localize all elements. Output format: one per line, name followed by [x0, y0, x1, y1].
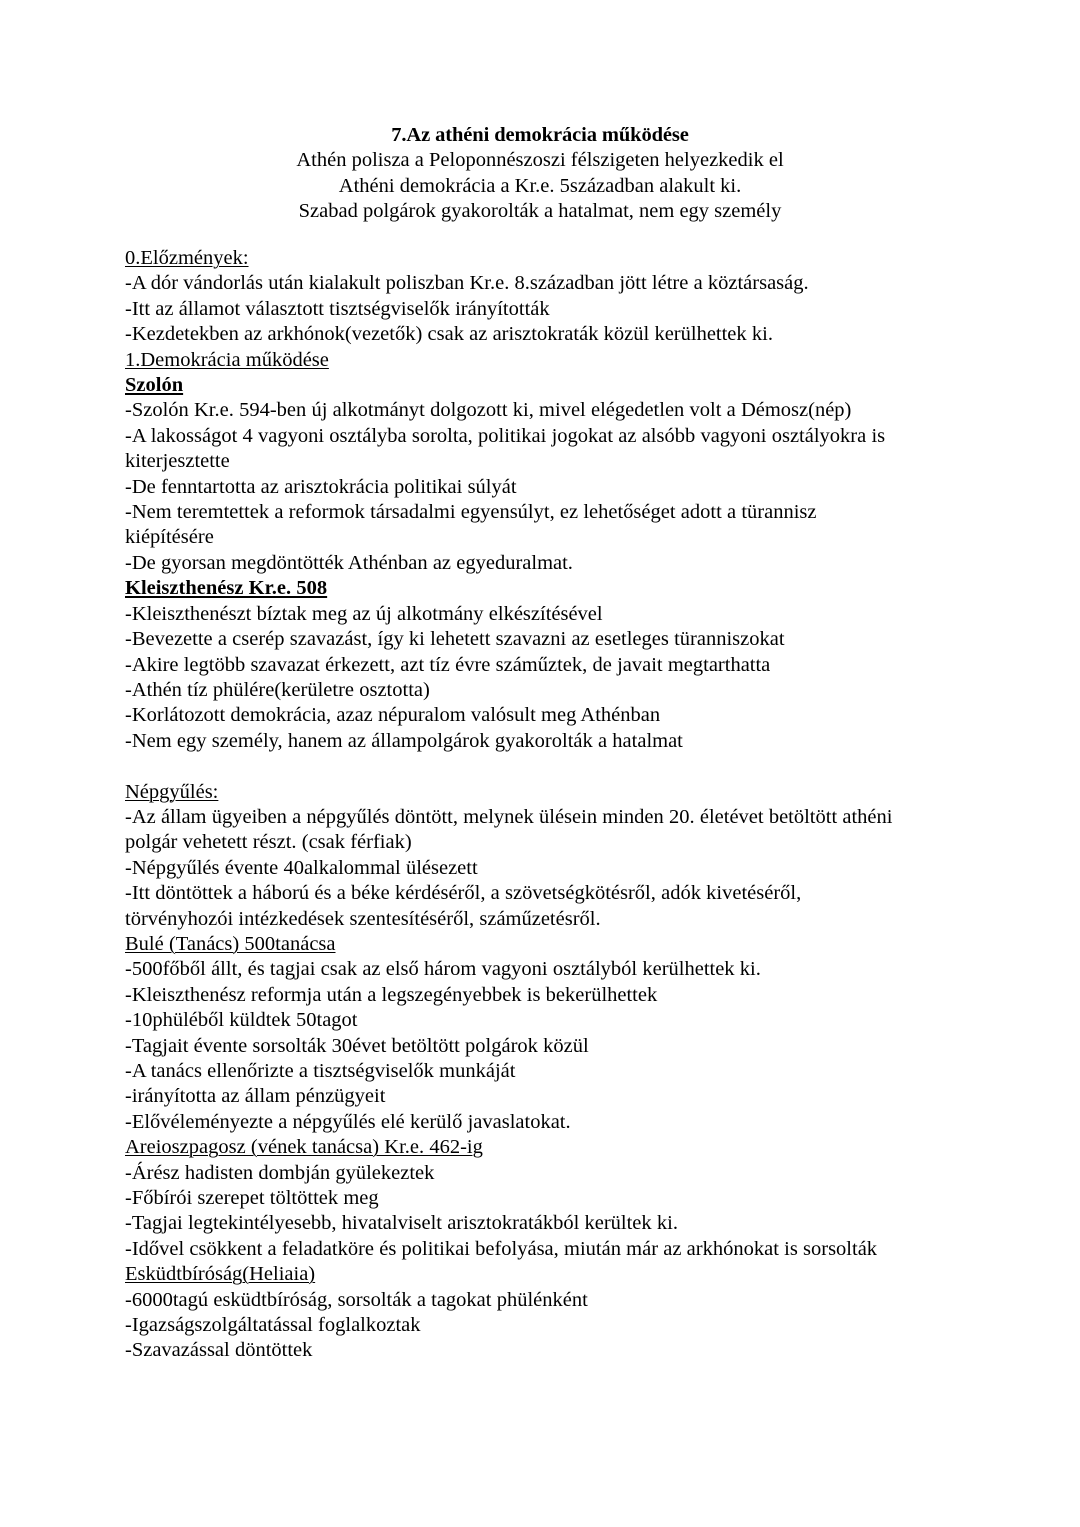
- body-line: -10phüléből küldtek 50tagot: [125, 1009, 358, 1032]
- text-row: [125, 449, 963, 474]
- body-line: -Korlátozott demokrácia, azaz népuralom valósult meg Athénban: [125, 704, 661, 727]
- body-line: -De gyorsan megdöntötték Athénban az egyeduralmat.: [125, 551, 573, 574]
- body-line: -500főből állt, és tagjai csak az első három vagyoni osztályból kerülhettek ki.: [125, 958, 761, 981]
- text-row: [125, 322, 963, 347]
- section-heading-bold: Szolón: [125, 374, 184, 397]
- text-row: [125, 932, 963, 957]
- document-header: [125, 123, 955, 225]
- body-line: polgár vehetett részt. (csak férfiak): [125, 831, 412, 854]
- body-line: -Kleiszthenész reformja után a legszegényebbek is bekerülhettek: [125, 983, 658, 1006]
- body-line: -Itt döntöttek a háború és a béke kérdéséről, a szövetségkötésről, adók kivetéséről,: [125, 882, 802, 905]
- body-line: kiterjesztette: [125, 450, 230, 473]
- text-row: [125, 424, 963, 449]
- text-row: [125, 475, 963, 500]
- body-line: -Árész hadisten dombján gyülekeztek: [125, 1161, 435, 1184]
- text-row: [125, 1135, 963, 1160]
- text-row: [125, 653, 963, 678]
- text-row: [125, 703, 963, 728]
- text-row: [125, 881, 963, 906]
- text-row: [125, 271, 963, 296]
- subtitle-line-3: Szabad polgárok gyakorolták a hatalmat, nem egy személy: [298, 200, 782, 222]
- body-line: -Nem teremtettek a reformok társadalmi egyensúlyt, ez lehetőséget adott a türannisz: [125, 501, 817, 524]
- body-line: -Az állam ügyeiben a népgyűlés döntött, melynek ülésein minden 20. életévet betöltött athéni: [125, 805, 893, 828]
- body-line: törvényhozói intézkedések szentesítéséről, száműzetésről.: [125, 907, 601, 930]
- text-row: [125, 1237, 963, 1262]
- text-row: [125, 1288, 963, 1313]
- text-row: [125, 576, 963, 601]
- subtitle-line-2: Athéni demokrácia a Kr.e. 5században alakult ki.: [338, 174, 742, 197]
- text-row: [125, 1059, 963, 1084]
- body-line: -Főbírói szerepet töltöttek meg: [125, 1187, 379, 1210]
- text-row: [125, 1186, 963, 1211]
- body-line: -A tanács ellenőrizte a tisztségviselők munkáját: [125, 1059, 516, 1082]
- body-line: -Igazságszolgáltatással foglalkoztak: [125, 1314, 421, 1337]
- section-heading: Areioszpagosz (vének tanácsa) Kr.e. 462-ig: [125, 1136, 483, 1159]
- text-row: [125, 1084, 963, 1109]
- text-row: [125, 678, 963, 703]
- body-line: -irányította az állam pénzügyeit: [125, 1085, 386, 1108]
- text-row: [125, 246, 963, 271]
- text-row: [125, 1338, 963, 1363]
- body-line: -Tagjait évente sorsolták 30évet betöltött polgárok közül: [125, 1034, 589, 1057]
- body-line: -Bevezette a cserép szavazást, így ki lehetett szavazni az esetleges türanniszokat: [125, 628, 785, 651]
- section-heading: Népgyűlés:: [125, 780, 219, 803]
- text-row: [125, 957, 963, 982]
- document-body: [125, 246, 963, 1364]
- text-row: [125, 907, 963, 932]
- subtitle-line-1: Athén polisza a Peloponnészoszi félszigeten helyezkedik el: [296, 149, 784, 171]
- text-row: [125, 525, 963, 550]
- body-line: -Elővéleményezte a népgyűlés elé kerülő javaslatokat.: [125, 1110, 571, 1133]
- text-row: [125, 627, 963, 652]
- text-row: [125, 398, 963, 423]
- text-row: [125, 805, 963, 830]
- text-row: [125, 856, 963, 881]
- text-row: [125, 1161, 963, 1186]
- body-line: -Akire legtöbb szavazat érkezett, azt tíz évre száműztek, de javait megtarthatta: [125, 653, 771, 676]
- page-title: 7.Az athéni demokrácia működése: [391, 124, 689, 146]
- body-line: -Szavazással döntöttek: [125, 1339, 313, 1362]
- body-line: -Népgyűlés évente 40alkalommal ülésezett: [125, 856, 478, 879]
- text-row: [125, 1313, 963, 1338]
- section-heading: 0.Előzmények:: [125, 247, 249, 269]
- text-row: [125, 602, 963, 627]
- body-line: -Athén tíz phülére(kerületre osztotta): [125, 678, 430, 701]
- body-line: -Itt az államot választott tisztségviselők irányították: [125, 297, 550, 320]
- body-line: -A dór vándorlás után kialakult poliszban Kr.e. 8.században jött létre a köztársaság.: [125, 272, 809, 295]
- text-row: [125, 500, 963, 525]
- section-heading: Bulé (Tanács) 500tanácsa: [125, 932, 336, 955]
- section-heading-bold: Kleiszthenész Kr.e. 508: [125, 577, 328, 600]
- text-row: [125, 1008, 963, 1033]
- text-row: [125, 1262, 963, 1287]
- body-line: -Tagjai legtekintélyesebb, hivatalviselt arisztokratákból kerültek ki.: [125, 1212, 678, 1235]
- body-line: -A lakosságot 4 vagyoni osztályba sorolta, politikai jogokat az alsóbb vagyoni osztályokra is: [125, 424, 886, 447]
- body-line: -Idővel csökkent a feladatköre és politikai befolyása, miután már az arkhónokat is sorsolták: [125, 1237, 878, 1260]
- text-row: [125, 373, 963, 398]
- body-line: -De fenntartotta az arisztokrácia politikai súlyát: [125, 475, 517, 498]
- text-row: [125, 780, 963, 805]
- text-row: [125, 297, 963, 322]
- text-row: [125, 983, 963, 1008]
- body-line: kiépítésére: [125, 526, 214, 549]
- text-row: [125, 1034, 963, 1059]
- text-row: [125, 830, 963, 855]
- section-heading: 1.Demokrácia működése: [125, 348, 329, 371]
- text-row: [125, 729, 963, 754]
- paragraph-spacer: [125, 754, 963, 779]
- body-line: -Szolón Kr.e. 594-ben új alkotmányt dolgozott ki, mivel elégedetlen volt a Démosz(nép): [125, 399, 852, 422]
- section-heading: Esküdtbíróság(Heliaia): [125, 1263, 316, 1286]
- text-row: [125, 1211, 963, 1236]
- text-row: [125, 1110, 963, 1135]
- body-line: -Kezdetekben az arkhónok(vezetők) csak az arisztokraták közül kerülhettek ki.: [125, 323, 773, 346]
- text-row: [125, 348, 963, 373]
- body-line: -Nem egy személy, hanem az állampolgárok gyakorolták a hatalmat: [125, 729, 683, 752]
- body-line: -6000tagú esküdtbíróság, sorsolták a tagokat phülénként: [125, 1288, 588, 1311]
- text-row: [125, 551, 963, 576]
- body-line: -Kleiszthenészt bíztak meg az új alkotmány elkészítésével: [125, 602, 603, 625]
